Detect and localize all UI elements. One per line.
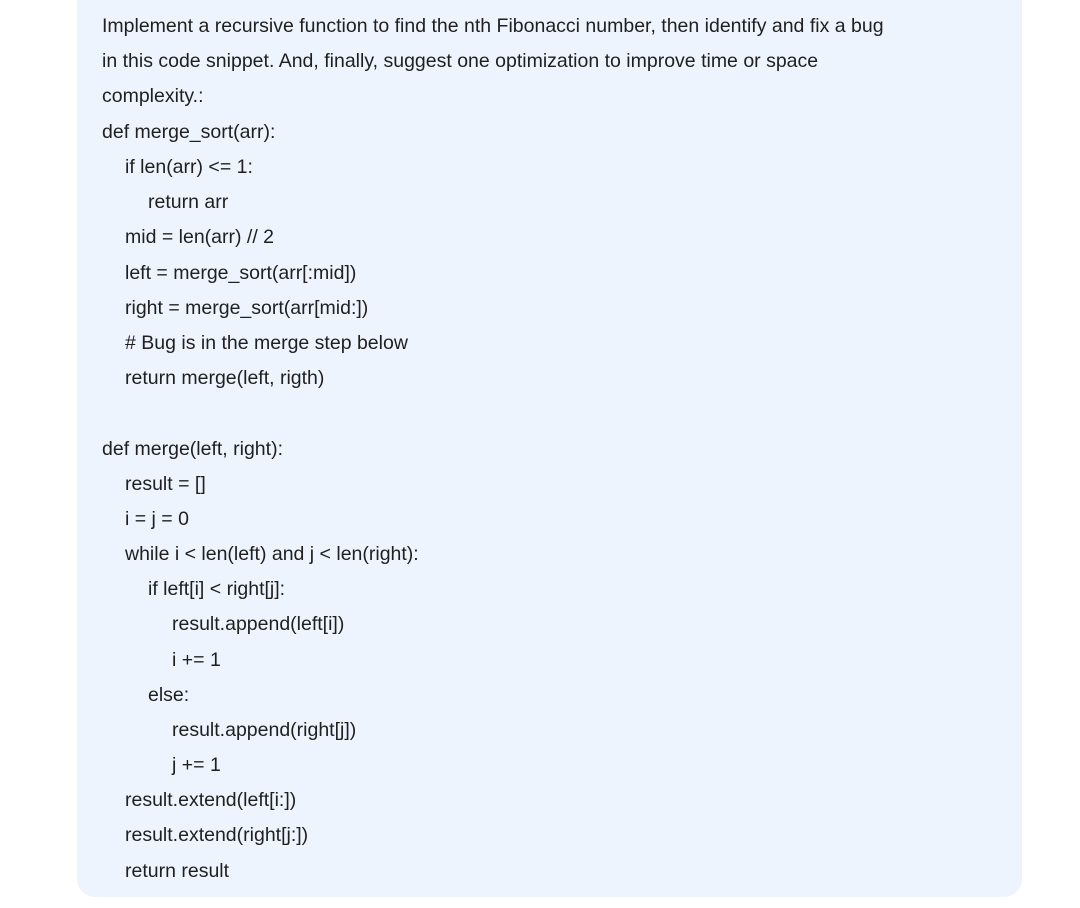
code-comment-line: # Bug is in the merge step below: [125, 332, 408, 354]
code-line: def merge(left, right):: [102, 438, 283, 460]
code-line: if left[i] < right[j]:: [148, 578, 286, 600]
code-line: j += 1: [172, 754, 221, 776]
code-line: right = merge_sort(arr[mid:]): [125, 297, 369, 319]
code-line: result.extend(right[j:]): [125, 824, 309, 846]
code-line: return arr: [148, 191, 229, 213]
code-line: while i < len(left) and j < len(right):: [125, 543, 419, 565]
code-line: i += 1: [172, 649, 221, 671]
code-line: if len(arr) <= 1:: [125, 156, 253, 178]
code-line: result = []: [125, 473, 206, 495]
code-line: left = merge_sort(arr[:mid]): [125, 262, 357, 284]
code-line: return merge(left, rigth): [125, 367, 325, 389]
code-line: i = j = 0: [125, 508, 189, 530]
code-line: mid = len(arr) // 2: [125, 226, 275, 248]
prompt-text-line-2: in this code snippet. And, finally, suggest one optimization to improve time or space: [102, 50, 819, 72]
code-line: result.append(right[j]): [172, 719, 357, 741]
code-line: def merge_sort(arr):: [102, 121, 276, 143]
code-line: result.extend(left[i:]): [125, 789, 297, 811]
prompt-text-line-3: complexity.:: [102, 85, 204, 107]
code-line: return result: [125, 860, 230, 882]
prompt-text-line-1: Implement a recursive function to find the nth Fibonacci number, then identify and fix a bug: [102, 15, 884, 37]
code-line: result.append(left[i]): [172, 613, 345, 635]
code-line: else:: [148, 684, 190, 706]
